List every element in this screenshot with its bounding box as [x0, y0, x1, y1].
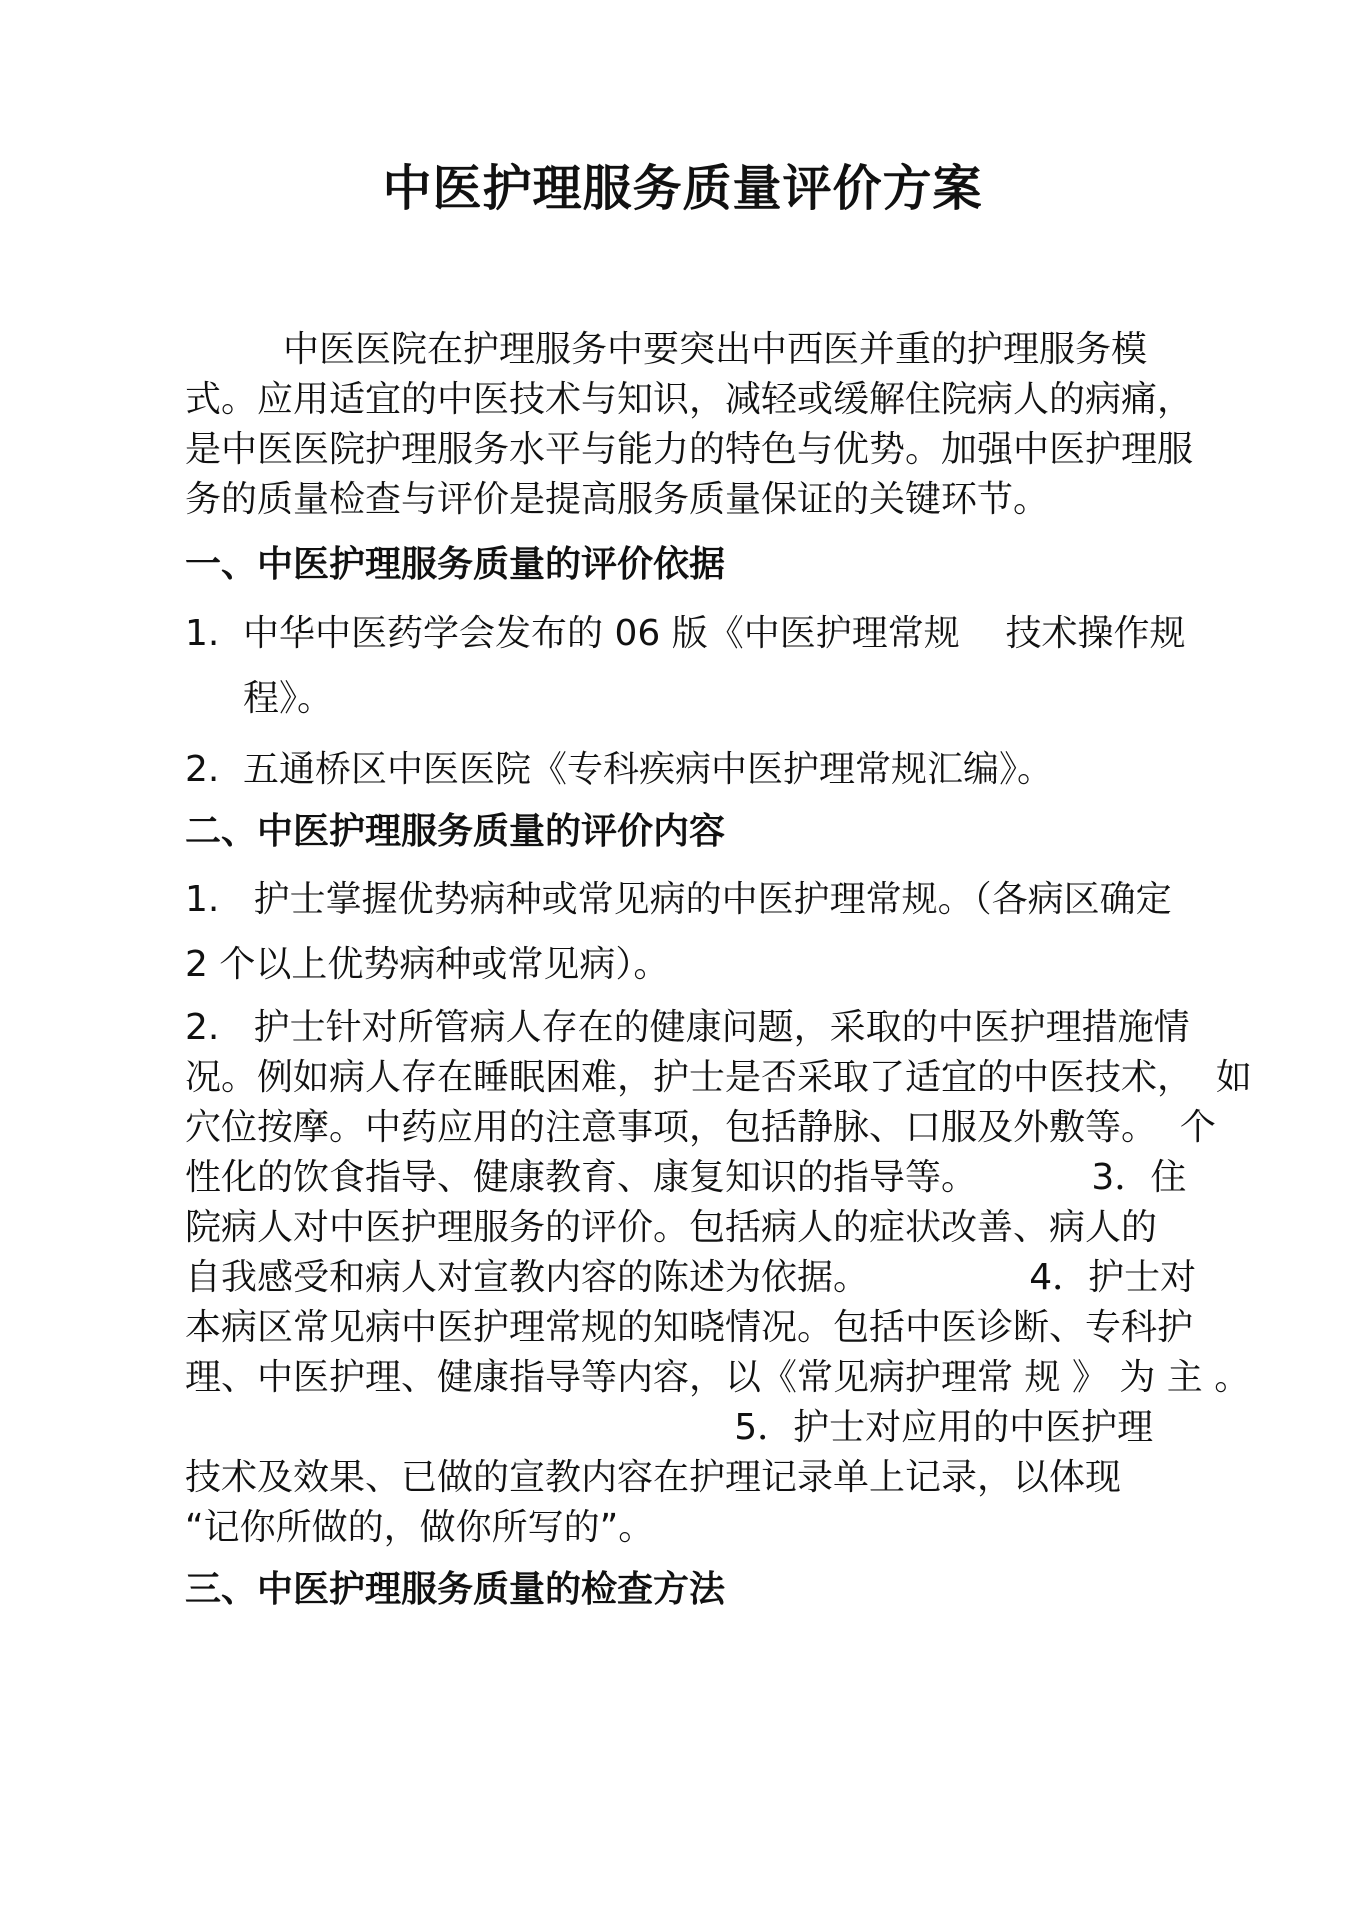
- section-1-item-2-line-1: 五通桥区中医医院《专科疾病中医护理常规汇编》。: [243, 749, 1054, 790]
- section-2-line: 5．护士对应用的中医护理: [185, 1407, 1154, 1448]
- section-2-line: 院病人对中医护理服务的评价。包括病人的症状改善、病人的: [185, 1207, 1158, 1248]
- section-1-item-1-number: 1.: [185, 613, 220, 654]
- section-2-line: 2. 护士针对所管病人存在的健康问题，采取的中医护理措施情: [185, 1007, 1190, 1048]
- section-2-line: 2 个以上优势病种或常见病）。: [185, 944, 670, 985]
- document-title: 中医护理服务质量评价方案: [382, 160, 983, 217]
- section-1-item-1-line-2: 程》。: [243, 678, 334, 719]
- intro-line-1: 中医医院在护理服务中要突出中西医并重的护理服务模: [283, 329, 1148, 370]
- section-2-heading: 二、中医护理服务质量的评价内容: [185, 811, 726, 852]
- intro-line-3: 是中医医院护理服务水平与能力的特色与优势。加强中医护理服: [185, 429, 1194, 470]
- section-2-line: 况。例如病人存在睡眠困难，护士是否采取了适宜的中医技术， 如: [185, 1057, 1252, 1098]
- section-1-item-1-line-1: 中华中医药学会发布的 06 版《中医护理常规 技术操作规: [243, 613, 1186, 654]
- section-2-line: 理、中医护理、健康指导等内容，以《常见病护理常 规 》 为 主 。: [185, 1357, 1251, 1398]
- intro-line-2: 式。应用适宜的中医技术与知识，减轻或缓解住院病人的病痛，: [185, 379, 1194, 420]
- section-2-line: 自我感受和病人对宣教内容的陈述为依据。 4．护士对: [185, 1257, 1197, 1298]
- section-3-heading: 三、中医护理服务质量的检查方法: [185, 1569, 726, 1610]
- section-2-line: 技术及效果、已做的宣教内容在护理记录单上记录，以体现: [185, 1457, 1122, 1498]
- section-2-line: 穴位按摩。中药应用的注意事项，包括静脉、口服及外敷等。 个: [185, 1107, 1216, 1148]
- section-2-line: 本病区常见病中医护理常规的知晓情况。包括中医诊断、专科护: [185, 1307, 1194, 1348]
- section-2-line: “记你所做的，做你所写的”。: [185, 1507, 655, 1548]
- section-1-item-2-number: 2.: [185, 749, 220, 790]
- section-2-line: 1. 护士掌握优势病种或常见病的中医护理常规。（各病区确定: [185, 879, 1172, 920]
- section-1-heading: 一、中医护理服务质量的评价依据: [185, 544, 726, 585]
- section-2-line: 性化的饮食指导、健康教育、康复知识的指导等。 3．住: [185, 1157, 1187, 1198]
- intro-line-4: 务的质量检查与评价是提高服务质量保证的关键环节。: [185, 479, 1050, 520]
